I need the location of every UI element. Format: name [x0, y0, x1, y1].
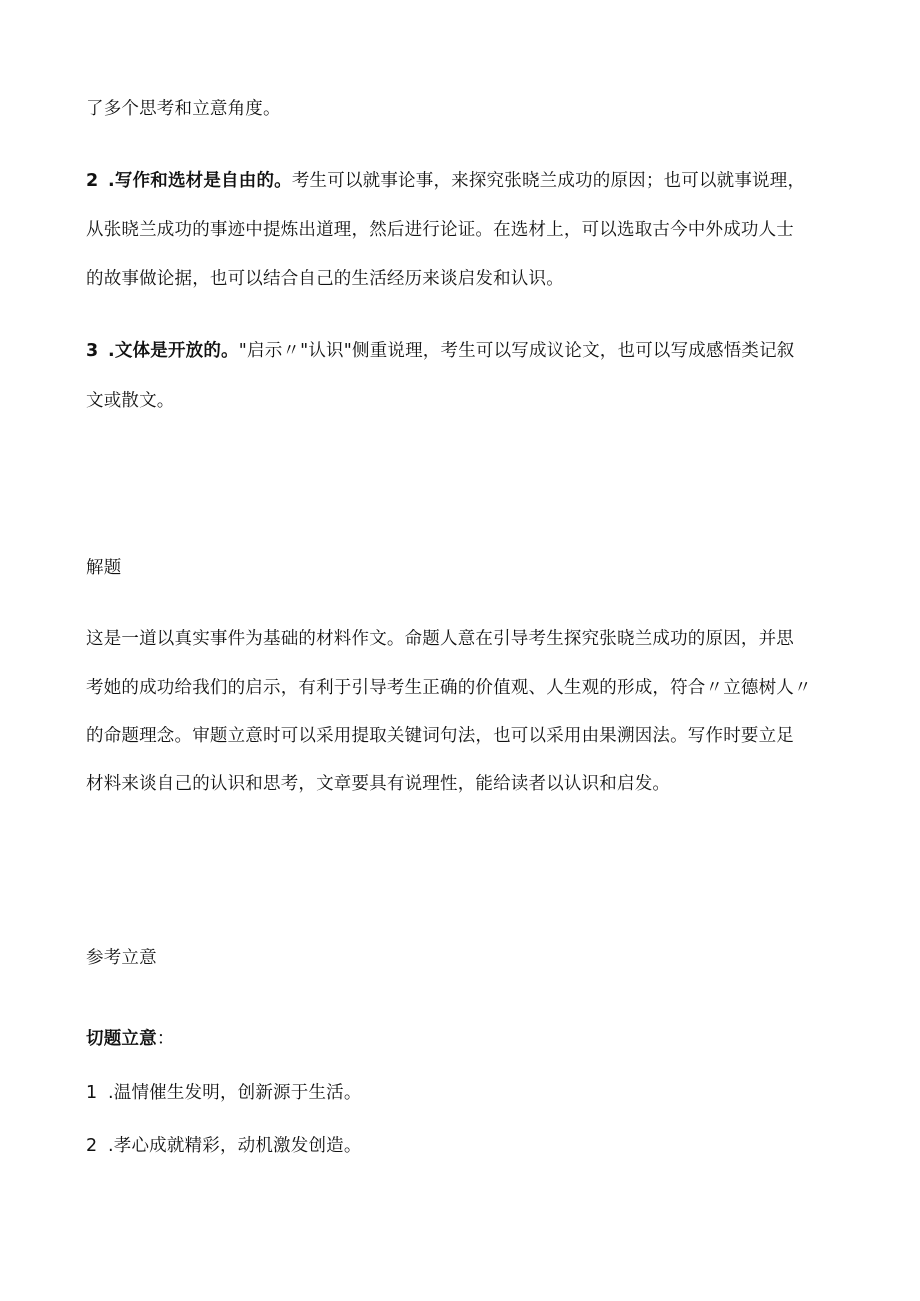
cankao-label-colon: ：	[156, 1029, 175, 1049]
jieti-line-3: 的命题理念。审题立意时可以采用提取关键词句法，也可以采用由果溯因法。写作时要立足	[86, 726, 794, 746]
cankao-title: 参考立意	[86, 948, 157, 968]
list-item-number: 2	[86, 1136, 98, 1156]
jieti-line-2: 考她的成功给我们的启示，有利于引导考生正确的价值观、人生观的形成，符合〃立德树人〃	[86, 678, 812, 698]
list-item-number: 1	[86, 1083, 98, 1103]
point-3-text: "启示〃"认识"侧重说理，考生可以写成议论文，也可以写成感悟类记叙	[238, 341, 795, 361]
jieti-line-4: 材料来谈自己的认识和思考，文章要具有说理性，能给读者以认识和启发。	[86, 774, 671, 794]
jieti-line-1: 这是一道以真实事件为基础的材料作文。命题人意在引导考生探究张晓兰成功的原因，并思	[86, 629, 794, 649]
point-2-line-3: 的故事做论据，也可以结合自己的生活经历来谈启发和认识。	[86, 269, 564, 289]
list-item	[86, 1134, 362, 1158]
cankao-label: 切题立意	[86, 1029, 157, 1049]
point-2-number: 2	[86, 171, 99, 191]
point-2-text: 考生可以就事论事，来探究张晓兰成功的原因；也可以就事说理，	[291, 171, 806, 191]
list-item	[86, 1081, 362, 1105]
point-3-line-2: 文或散文。	[86, 391, 175, 411]
point-2-line-1	[86, 169, 805, 193]
point-3-heading: .文体是开放的。	[108, 341, 239, 361]
point-2-heading: .写作和选材是自由的。	[108, 171, 292, 191]
jieti-title: 解题	[86, 558, 122, 578]
cankao-label-line	[86, 1027, 175, 1051]
point-2-line-2: 从张晓兰成功的事迹中提炼出道理，然后进行论证。在选材上，可以选取古今中外成功人士	[86, 220, 794, 240]
point-3-number: 3	[86, 341, 99, 361]
intro-tail-text: 了多个思考和立意角度。	[86, 99, 281, 119]
point-3-line-1	[86, 339, 795, 363]
list-item-text: .温情催生发明，创新源于生活。	[108, 1083, 362, 1103]
list-item-text: .孝心成就精彩，动机激发创造。	[108, 1136, 362, 1156]
